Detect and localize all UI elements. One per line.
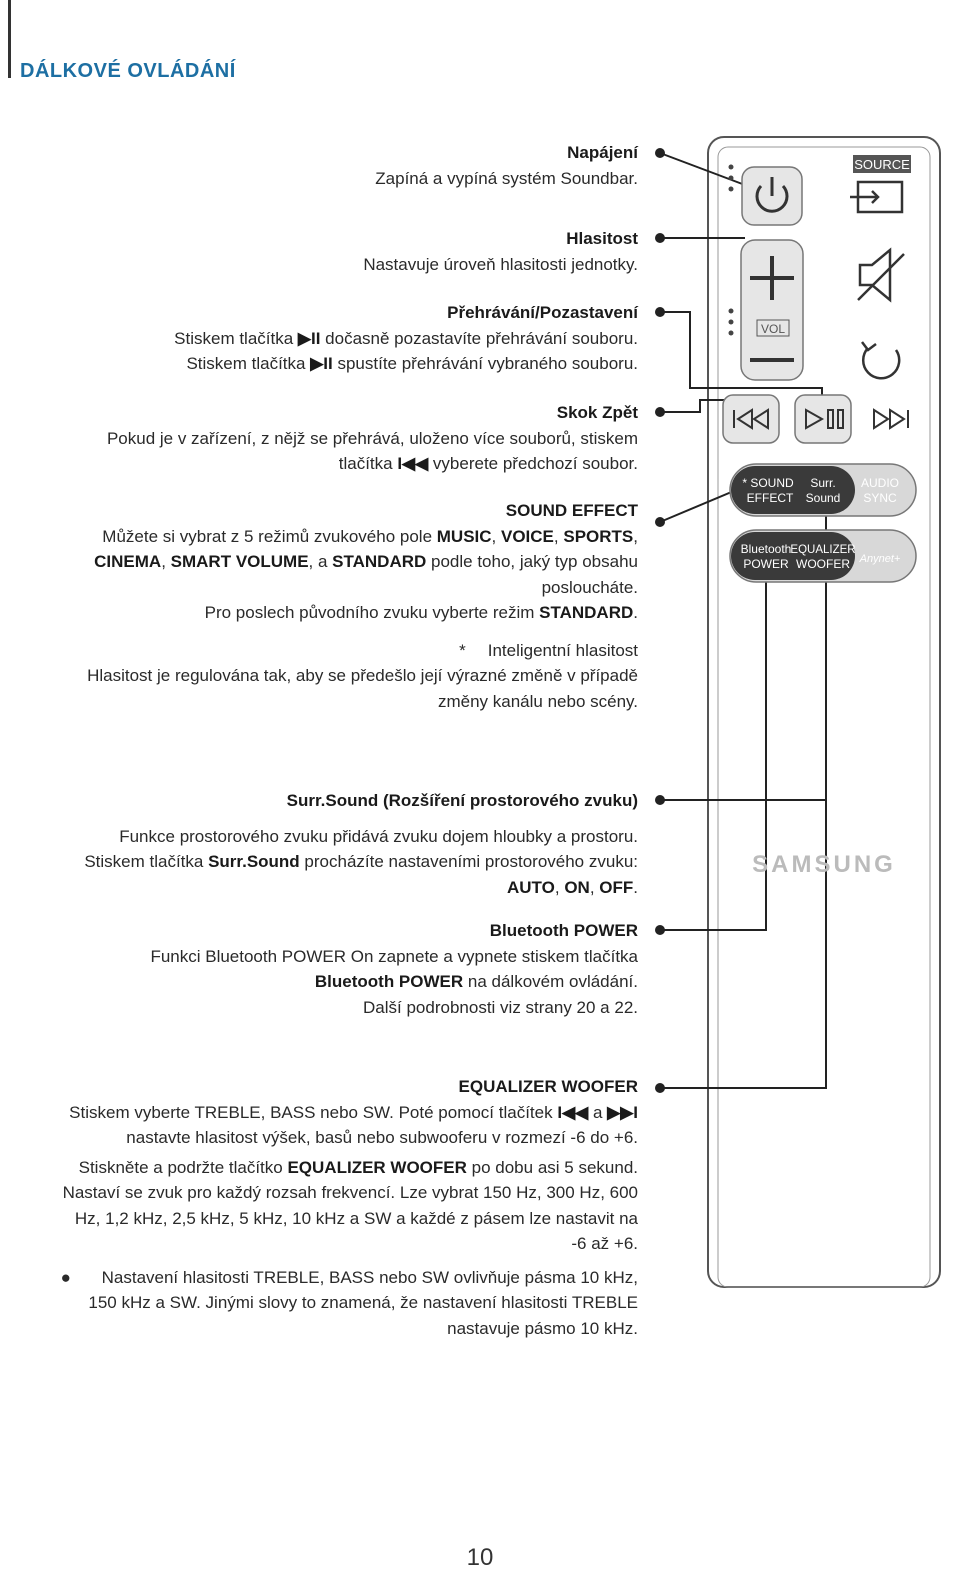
indicator-dot (729, 187, 734, 192)
text: a (588, 1102, 608, 1122)
surr-sound-term: Surr.Sound (208, 852, 300, 871)
mode-music: MUSIC (436, 526, 492, 546)
surround-title: Surr.Sound (Rozšíření prostorového zvuku) (286, 791, 638, 810)
sound-effect-line-3: posloucháte. (541, 577, 638, 597)
text: tlačítka (338, 454, 398, 473)
smart-volume-note-line-1: Hlasitost je regulována tak, aby se předešlo její výrazné změně v případě (87, 666, 638, 685)
skip-back-title: Skok Zpět (556, 403, 638, 422)
text: procházíte nastaveními prostorového zvuku: (299, 852, 638, 871)
callout-dots (655, 148, 665, 1093)
power-button[interactable] (742, 167, 802, 225)
equalizer-woofer-term: EQUALIZER WOOFER (287, 1157, 467, 1177)
bt-eq-pill (731, 532, 855, 580)
power-title: Napájení (567, 143, 638, 162)
text: Stiskem tlačítka (186, 354, 311, 373)
equalizer-line-4: Nastaví se zvuk pro každý rozsah frekvencí. Lze vybrat 150 Hz, 300 Hz, 600 (62, 1183, 638, 1202)
audio-sync-label-1: AUDIO (860, 476, 900, 490)
smart-volume-note-line-2: změny kanálu nebo scény. (437, 691, 638, 711)
mode-standard: STANDARD (539, 603, 634, 622)
anynet-logo: Anynet+ (859, 553, 901, 565)
option-off: OFF (599, 877, 634, 897)
equalizer-woofer-button[interactable] (790, 544, 855, 571)
bluetooth-power-term: Bluetooth POWER (314, 972, 464, 991)
skip-back-line-1: Pokud je v zařízení, z nějž se přehrává, uloženo více souborů, stiskem (106, 428, 638, 448)
sound-effect-label-2: EFFECT (746, 491, 794, 505)
vol-label: VOL (760, 322, 786, 336)
sound-effect-label-1: * SOUND (742, 476, 794, 490)
mode-cinema: CINEMA (94, 552, 162, 571)
option-on: ON (564, 877, 590, 897)
page-number: 10 (466, 1544, 494, 1571)
play-pause-icon: ▶II (310, 354, 333, 373)
text: , (161, 552, 171, 571)
indicator-dot (729, 320, 734, 325)
function-row-1 (730, 464, 916, 516)
bluetooth-line-3: Další podrobnosti viz strany 20 a 22. (363, 997, 638, 1017)
equalizer-line-5: Hz, 1,2 kHz, 2,5 kHz, 5 kHz, 10 kHz a SW a každé z pásem lze nastavit na (74, 1208, 638, 1228)
skip-back-icon: I◀◀ (557, 1102, 589, 1122)
text: , (554, 877, 565, 897)
text: . (633, 877, 638, 897)
play-pause-title: Přehrávání/Pozastavení (447, 303, 638, 322)
bt-label-1: Bluetooth (740, 542, 792, 556)
text: , a (308, 552, 333, 571)
text: Inteligentní hlasitost (487, 640, 638, 660)
text: Stiskem tlačítka (84, 852, 209, 871)
mode-voice: VOICE (501, 526, 554, 546)
indicator-dot (729, 165, 734, 170)
equalizer-line-6: -6 až +6. (571, 1234, 638, 1253)
text: na dálkovém ovládání. (463, 972, 638, 991)
sound-effect-button[interactable] (742, 476, 794, 505)
indicator-dot (729, 176, 734, 181)
section-title: DÁLKOVÉ OVLÁDÁNÍ (20, 60, 236, 82)
text: , (589, 877, 600, 897)
surround-line-1: Funkce prostorového zvuku přidává zvuku dojem hloubky a prostoru. (119, 826, 638, 846)
eq-label-2: WOOFER (796, 557, 850, 571)
play-pause-icon: ▶II (297, 328, 321, 348)
bluetooth-line-1: Funkci Bluetooth POWER On zapnete a vypnete stiskem tlačítka (150, 946, 638, 966)
text: , (553, 526, 564, 546)
surr-sound-button[interactable] (806, 476, 841, 505)
equalizer-woofer-title: EQUALIZER WOOFER (458, 1077, 638, 1096)
source-label: SOURCE (854, 157, 910, 172)
skip-back-icon: I◀◀ (397, 454, 429, 473)
text: Nastavení hlasitosti TREBLE, BASS nebo SW ovlivňuje pásma 10 kHz, (101, 1267, 638, 1287)
power-text: Zapíná a vypíná systém Soundbar. (375, 168, 638, 188)
text: Stiskněte a podržte tlačítko (78, 1157, 288, 1177)
bluetooth-power-title: Bluetooth POWER (489, 921, 638, 940)
play-pause-button[interactable] (795, 395, 851, 443)
audio-sync-label-2: SYNC (863, 491, 897, 505)
bluetooth-power-button[interactable] (741, 542, 792, 571)
option-auto: AUTO (507, 877, 555, 897)
equalizer-line-2: nastavte hlasitost výšek, basů nebo subwooferu v rozmezí -6 do +6. (126, 1128, 638, 1147)
asterisk: * (459, 640, 466, 660)
mode-standard: STANDARD (332, 552, 427, 571)
text: Pro poslech původního zvuku vyberte režim (204, 603, 540, 622)
text: po dobu asi 5 sekund. (466, 1157, 638, 1177)
volume-text: Nastavuje úroveň hlasitosti jednotky. (363, 254, 638, 274)
skip-forward-icon: ▶▶I (607, 1102, 638, 1122)
bullet-dot: ● (60, 1267, 71, 1287)
sound-effect-surr-pill (731, 466, 855, 514)
equalizer-bullet-line-2: 150 kHz a SW. Jinými slovy to znamená, že nastavení hlasitosti TREBLE (88, 1293, 638, 1312)
surr-label-1: Surr. (810, 476, 836, 490)
indicator-dot (729, 331, 734, 336)
equalizer-bullet-line-3: nastavuje pásmo 10 kHz. (447, 1318, 638, 1338)
eq-label-1: EQUALIZER (790, 544, 856, 556)
text: , (491, 526, 501, 546)
text: , (633, 526, 638, 546)
text: Stiskem tlačítka (174, 328, 298, 348)
audio-sync-button[interactable] (861, 476, 899, 505)
sound-effect-title: SOUND EFFECT (505, 501, 638, 520)
bt-label-2: POWER (743, 557, 789, 571)
text: spustíte přehrávání vybraného souboru. (332, 354, 638, 373)
text: Stiskem vyberte TREBLE, BASS nebo SW. Poté pomocí tlačítek (69, 1102, 558, 1122)
mode-sports: SPORTS (563, 526, 634, 546)
volume-title: Hlasitost (566, 229, 638, 248)
text: . (633, 603, 638, 622)
text: dočasně pozastavíte přehrávání souboru. (320, 328, 638, 348)
skip-back-button[interactable] (723, 395, 779, 443)
volume-rocker[interactable] (741, 240, 803, 380)
brand-logo: SAMSUNG (752, 851, 896, 878)
text: Můžete si vybrat z 5 režimů zvukového pole (102, 526, 437, 546)
indicator-dot (729, 309, 734, 314)
anynet-button[interactable] (859, 553, 901, 565)
text: vyberete předchozí soubor. (428, 454, 638, 473)
mode-smart-volume: SMART VOLUME (170, 552, 309, 571)
surr-label-2: Sound (805, 491, 841, 505)
text: podle toho, jaký typ obsahu (426, 552, 638, 571)
